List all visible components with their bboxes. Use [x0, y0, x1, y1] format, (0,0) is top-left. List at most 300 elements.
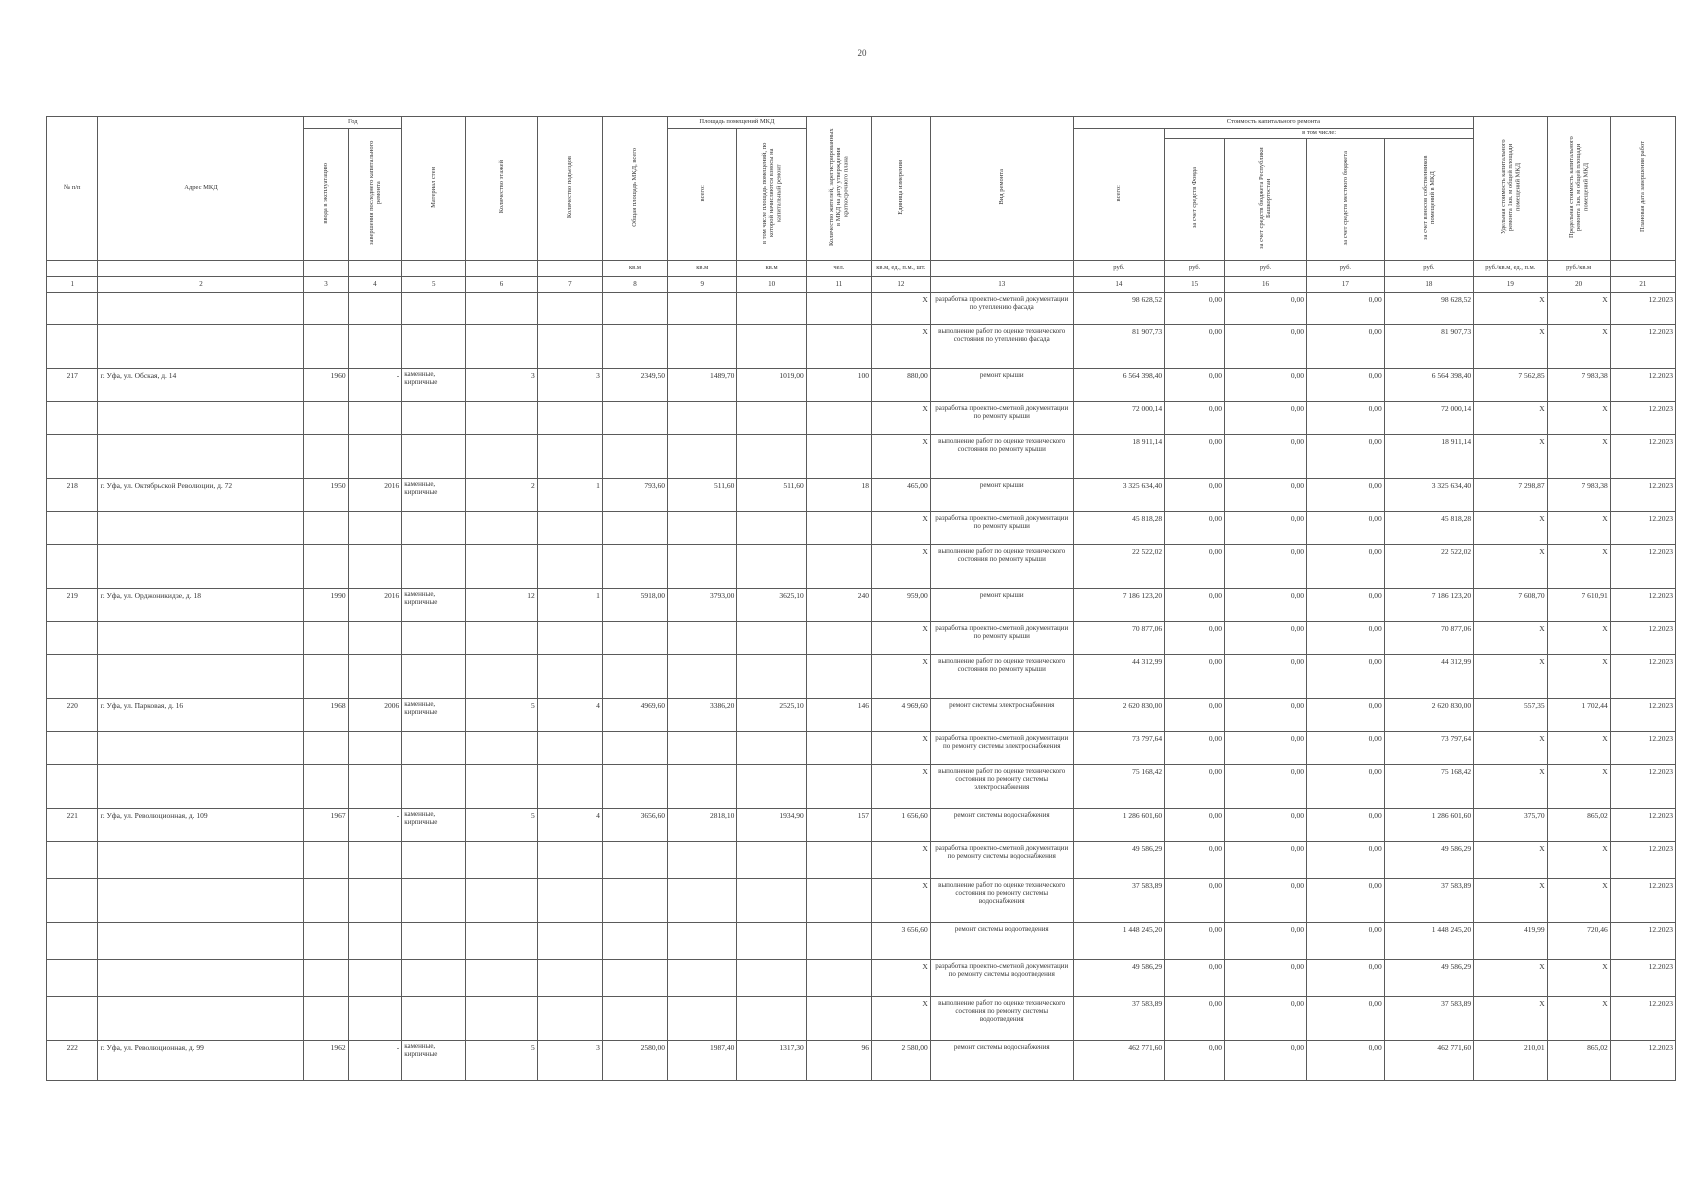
address-cell: [98, 324, 304, 368]
plan-date-cell: 12.2023: [1610, 764, 1675, 808]
unit-label: руб./кв.м, ед., п.м.: [1474, 260, 1548, 276]
work-type-cell: ремонт крыши: [930, 478, 1073, 511]
unit-cost-cell: X: [1474, 511, 1548, 544]
cost-total-cell: 37 583,89: [1073, 996, 1164, 1040]
unit-cell: X: [871, 959, 930, 996]
unit-label: кв.м, ед., п.м., шт.: [871, 260, 930, 276]
cost-fund-cell: 0,00: [1165, 698, 1225, 731]
cost-total-cell: 6 564 398,40: [1073, 368, 1164, 401]
premises-total-cell: 3793,00: [668, 588, 737, 621]
row-number: 221: [47, 808, 98, 841]
cost-owners-cell: 3 325 634,40: [1384, 478, 1473, 511]
work-type-cell: разработка проектно-сметной документации по ремонту крыши: [930, 401, 1073, 434]
premises-total-cell: [668, 731, 737, 764]
year-repair-cell: -: [348, 808, 402, 841]
header-unit-cost: Удельная стоимость капитального ремонта 1кв. м общей площади помещений МКД: [1474, 117, 1548, 261]
limit-cost-cell: X: [1547, 434, 1610, 478]
year-repair-cell: [348, 292, 402, 324]
row-number: [47, 434, 98, 478]
cost-local-cell: 0,00: [1306, 1040, 1384, 1080]
residents-cell: 18: [806, 478, 871, 511]
residents-cell: 240: [806, 588, 871, 621]
limit-cost-cell: 1 702,44: [1547, 698, 1610, 731]
plan-date-cell: 12.2023: [1610, 544, 1675, 588]
cost-budget-rb-cell: 0,00: [1225, 841, 1307, 878]
total-area-cell: [602, 324, 667, 368]
premises-paid-cell: [737, 434, 806, 478]
cost-total-cell: 72 000,14: [1073, 401, 1164, 434]
unit-label: руб.: [1384, 260, 1473, 276]
work-type-cell: ремонт крыши: [930, 368, 1073, 401]
unit-cell: 959,00: [871, 588, 930, 621]
cost-budget-rb-cell: 0,00: [1225, 588, 1307, 621]
cost-budget-rb-cell: 0,00: [1225, 878, 1307, 922]
row-number: [47, 996, 98, 1040]
premises-total-cell: [668, 621, 737, 654]
cost-fund-cell: 0,00: [1165, 996, 1225, 1040]
cost-local-cell: 0,00: [1306, 478, 1384, 511]
cost-budget-rb-cell: 0,00: [1225, 511, 1307, 544]
year-repair-cell: [348, 959, 402, 996]
header-cost-total: всего:: [1073, 129, 1164, 261]
limit-cost-cell: 7 983,38: [1547, 478, 1610, 511]
table-row: [47, 996, 1676, 1040]
total-area-cell: [602, 878, 667, 922]
cost-total-cell: 18 911,14: [1073, 434, 1164, 478]
work-type-cell: ремонт системы водоотведения: [930, 922, 1073, 959]
total-area-cell: [602, 654, 667, 698]
address-cell: [98, 731, 304, 764]
cost-owners-cell: 22 522,02: [1384, 544, 1473, 588]
walls-material-cell: [402, 401, 466, 434]
unit-cost-cell: X: [1474, 996, 1548, 1040]
year-commission-cell: [304, 996, 348, 1040]
unit-cost-cell: X: [1474, 401, 1548, 434]
entrances-cell: [537, 621, 602, 654]
unit-cell: X: [871, 731, 930, 764]
cost-owners-cell: 1 286 601,60: [1384, 808, 1473, 841]
floors-cell: [466, 292, 537, 324]
work-type-cell: разработка проектно-сметной документации по утеплению фасада: [930, 292, 1073, 324]
unit-cost-cell: 375,70: [1474, 808, 1548, 841]
cost-budget-rb-cell: 0,00: [1225, 544, 1307, 588]
premises-paid-cell: [737, 731, 806, 764]
cost-budget-rb-cell: 0,00: [1225, 808, 1307, 841]
total-area-cell: 793,60: [602, 478, 667, 511]
year-repair-cell: [348, 654, 402, 698]
row-number: [47, 511, 98, 544]
walls-material-cell: [402, 621, 466, 654]
premises-paid-cell: [737, 764, 806, 808]
column-number: 4: [348, 276, 402, 292]
row-number: [47, 731, 98, 764]
limit-cost-cell: X: [1547, 764, 1610, 808]
floors-cell: 5: [466, 1040, 537, 1080]
plan-date-cell: 12.2023: [1610, 922, 1675, 959]
cost-total-cell: 2 620 830,00: [1073, 698, 1164, 731]
row-number: 222: [47, 1040, 98, 1080]
cost-owners-cell: 72 000,14: [1384, 401, 1473, 434]
unit-cost-cell: X: [1474, 731, 1548, 764]
year-repair-cell: [348, 621, 402, 654]
column-number: 16: [1225, 276, 1307, 292]
residents-cell: [806, 324, 871, 368]
unit-label: руб.: [1073, 260, 1164, 276]
table-row: [47, 544, 1676, 588]
year-repair-cell: [348, 324, 402, 368]
row-number: [47, 544, 98, 588]
cost-budget-rb-cell: 0,00: [1225, 478, 1307, 511]
year-repair-cell: [348, 511, 402, 544]
address-cell: г. Уфа, ул. Парковая, д. 16: [98, 698, 304, 731]
plan-date-cell: 12.2023: [1610, 959, 1675, 996]
work-type-cell: выполнение работ по оценке технического состояния по ремонту крыши: [930, 434, 1073, 478]
table-row: [47, 511, 1676, 544]
column-number: 14: [1073, 276, 1164, 292]
premises-paid-cell: [737, 878, 806, 922]
year-repair-cell: [348, 434, 402, 478]
cost-owners-cell: 18 911,14: [1384, 434, 1473, 478]
cost-owners-cell: 6 564 398,40: [1384, 368, 1473, 401]
cost-local-cell: 0,00: [1306, 544, 1384, 588]
cost-budget-rb-cell: 0,00: [1225, 654, 1307, 698]
work-type-cell: ремонт крыши: [930, 588, 1073, 621]
walls-material-cell: [402, 654, 466, 698]
entrances-cell: 1: [537, 588, 602, 621]
residents-cell: [806, 292, 871, 324]
entrances-cell: 1: [537, 478, 602, 511]
table-row: [47, 698, 1676, 731]
residents-cell: [806, 731, 871, 764]
total-area-cell: [602, 434, 667, 478]
header-plan-date: Плановая дата завершения работ: [1610, 117, 1675, 261]
unit-cost-cell: X: [1474, 654, 1548, 698]
residents-cell: [806, 511, 871, 544]
walls-material-cell: каменные, кирпичные: [402, 808, 466, 841]
cost-total-cell: 45 818,28: [1073, 511, 1164, 544]
total-area-cell: [602, 841, 667, 878]
column-number: 7: [537, 276, 602, 292]
limit-cost-cell: X: [1547, 731, 1610, 764]
address-cell: [98, 292, 304, 324]
premises-total-cell: [668, 434, 737, 478]
residents-cell: 157: [806, 808, 871, 841]
address-cell: [98, 544, 304, 588]
column-number: 21: [1610, 276, 1675, 292]
unit-cell: 1 656,60: [871, 808, 930, 841]
cost-fund-cell: 0,00: [1165, 841, 1225, 878]
cost-total-cell: 73 797,64: [1073, 731, 1164, 764]
premises-total-cell: [668, 292, 737, 324]
cost-total-cell: 75 168,42: [1073, 764, 1164, 808]
unit-cost-cell: X: [1474, 621, 1548, 654]
limit-cost-cell: X: [1547, 996, 1610, 1040]
floors-cell: 12: [466, 588, 537, 621]
cost-owners-cell: 73 797,64: [1384, 731, 1473, 764]
cost-owners-cell: 70 877,06: [1384, 621, 1473, 654]
walls-material-cell: [402, 996, 466, 1040]
work-type-cell: выполнение работ по оценке технического состояния по ремонту системы водоотведения: [930, 996, 1073, 1040]
cost-local-cell: 0,00: [1306, 368, 1384, 401]
unit-cell: X: [871, 292, 930, 324]
year-commission-cell: [304, 434, 348, 478]
walls-material-cell: [402, 324, 466, 368]
unit-cost-cell: 7 298,87: [1474, 478, 1548, 511]
premises-total-cell: [668, 841, 737, 878]
unit-cell: 4 969,60: [871, 698, 930, 731]
premises-paid-cell: [737, 959, 806, 996]
walls-material-cell: каменные, кирпичные: [402, 588, 466, 621]
entrances-cell: [537, 544, 602, 588]
walls-material-cell: каменные, кирпичные: [402, 478, 466, 511]
floors-cell: [466, 878, 537, 922]
cost-local-cell: 0,00: [1306, 654, 1384, 698]
row-number: [47, 841, 98, 878]
address-cell: г. Уфа, ул. Революционная, д. 99: [98, 1040, 304, 1080]
year-commission-cell: [304, 731, 348, 764]
unit-cell: 465,00: [871, 478, 930, 511]
unit-cost-cell: X: [1474, 841, 1548, 878]
address-cell: [98, 654, 304, 698]
walls-material-cell: каменные, кирпичные: [402, 368, 466, 401]
limit-cost-cell: X: [1547, 544, 1610, 588]
walls-material-cell: [402, 922, 466, 959]
total-area-cell: [602, 731, 667, 764]
year-commission-cell: 1968: [304, 698, 348, 731]
walls-material-cell: [402, 544, 466, 588]
header-year-last-repair: завершения последнего капитального ремонта: [348, 129, 402, 261]
cost-local-cell: 0,00: [1306, 808, 1384, 841]
unit-cell: X: [871, 878, 930, 922]
floors-cell: [466, 401, 537, 434]
floors-cell: [466, 922, 537, 959]
address-cell: г. Уфа, ул. Орджоникидзе, д. 18: [98, 588, 304, 621]
entrances-cell: [537, 996, 602, 1040]
residents-cell: [806, 996, 871, 1040]
cost-fund-cell: 0,00: [1165, 478, 1225, 511]
cost-owners-cell: 98 628,52: [1384, 292, 1473, 324]
table-row: [47, 731, 1676, 764]
cost-local-cell: 0,00: [1306, 922, 1384, 959]
cost-total-cell: 49 586,29: [1073, 959, 1164, 996]
unit-cell: X: [871, 544, 930, 588]
year-repair-cell: [348, 764, 402, 808]
unit-label: кв.м: [602, 260, 667, 276]
header-premises-total: всего:: [668, 129, 737, 261]
year-commission-cell: [304, 401, 348, 434]
address-cell: [98, 878, 304, 922]
premises-total-cell: [668, 511, 737, 544]
unit-label: чел.: [806, 260, 871, 276]
unit-cell: 3 656,60: [871, 922, 930, 959]
cost-fund-cell: 0,00: [1165, 368, 1225, 401]
cost-total-cell: 462 771,60: [1073, 1040, 1164, 1080]
total-area-cell: [602, 996, 667, 1040]
work-type-cell: ремонт системы электроснабжения: [930, 698, 1073, 731]
cost-fund-cell: 0,00: [1165, 434, 1225, 478]
cost-budget-rb-cell: 0,00: [1225, 401, 1307, 434]
cost-owners-cell: 49 586,29: [1384, 959, 1473, 996]
address-cell: [98, 959, 304, 996]
limit-cost-cell: 7 610,91: [1547, 588, 1610, 621]
year-commission-cell: [304, 922, 348, 959]
premises-total-cell: [668, 764, 737, 808]
row-number: [47, 959, 98, 996]
year-commission-cell: [304, 654, 348, 698]
cost-total-cell: 49 586,29: [1073, 841, 1164, 878]
work-type-cell: разработка проектно-сметной документации по ремонту системы электроснабжения: [930, 731, 1073, 764]
floors-cell: [466, 996, 537, 1040]
row-number: 219: [47, 588, 98, 621]
entrances-cell: [537, 324, 602, 368]
column-number: 20: [1547, 276, 1610, 292]
column-number: 8: [602, 276, 667, 292]
cost-budget-rb-cell: 0,00: [1225, 731, 1307, 764]
total-area-cell: [602, 959, 667, 996]
plan-date-cell: 12.2023: [1610, 698, 1675, 731]
cost-total-cell: 98 628,52: [1073, 292, 1164, 324]
row-number: [47, 324, 98, 368]
work-type-cell: разработка проектно-сметной документации по ремонту крыши: [930, 621, 1073, 654]
column-number: 2: [98, 276, 304, 292]
row-number: [47, 401, 98, 434]
cost-local-cell: 0,00: [1306, 878, 1384, 922]
work-type-cell: выполнение работ по оценке технического состояния по ремонту крыши: [930, 544, 1073, 588]
entrances-cell: [537, 878, 602, 922]
year-repair-cell: [348, 731, 402, 764]
entrances-cell: [537, 434, 602, 478]
unit-cost-cell: X: [1474, 544, 1548, 588]
work-type-cell: ремонт системы водоснабжения: [930, 808, 1073, 841]
plan-date-cell: 12.2023: [1610, 878, 1675, 922]
walls-material-cell: [402, 511, 466, 544]
walls-material-cell: [402, 878, 466, 922]
cost-fund-cell: 0,00: [1165, 654, 1225, 698]
entrances-cell: [537, 731, 602, 764]
cost-fund-cell: 0,00: [1165, 292, 1225, 324]
walls-material-cell: каменные, кирпичные: [402, 1040, 466, 1080]
plan-date-cell: 12.2023: [1610, 368, 1675, 401]
work-type-cell: разработка проектно-сметной документации по ремонту крыши: [930, 511, 1073, 544]
row-number: [47, 764, 98, 808]
year-repair-cell: [348, 996, 402, 1040]
column-number: 5: [402, 276, 466, 292]
residents-cell: [806, 841, 871, 878]
row-number: 217: [47, 368, 98, 401]
cost-budget-rb-cell: 0,00: [1225, 764, 1307, 808]
floors-cell: [466, 621, 537, 654]
walls-material-cell: [402, 731, 466, 764]
floors-cell: 2: [466, 478, 537, 511]
cost-total-cell: 37 583,89: [1073, 878, 1164, 922]
unit-cost-cell: 7 608,70: [1474, 588, 1548, 621]
cost-fund-cell: 0,00: [1165, 808, 1225, 841]
residents-cell: 96: [806, 1040, 871, 1080]
table-row: [47, 764, 1676, 808]
table-row: [47, 878, 1676, 922]
year-commission-cell: 1990: [304, 588, 348, 621]
unit-cell: 880,00: [871, 368, 930, 401]
column-number: 15: [1165, 276, 1225, 292]
floors-cell: [466, 511, 537, 544]
address-cell: [98, 764, 304, 808]
unit-label: руб./кв.м: [1547, 260, 1610, 276]
total-area-cell: [602, 511, 667, 544]
cost-total-cell: 3 325 634,40: [1073, 478, 1164, 511]
row-number: [47, 922, 98, 959]
header-limit-cost: Предельная стоимость капитального ремонта 1кв. м общей площади помещений МКД: [1547, 117, 1610, 261]
header-cost-group: Стоимость капитального ремонта: [1073, 117, 1473, 129]
table-row: [47, 401, 1676, 434]
limit-cost-cell: 720,46: [1547, 922, 1610, 959]
table-row: [47, 621, 1676, 654]
year-repair-cell: [348, 878, 402, 922]
premises-total-cell: [668, 922, 737, 959]
premises-paid-cell: 2525,10: [737, 698, 806, 731]
residents-cell: [806, 959, 871, 996]
premises-total-cell: [668, 878, 737, 922]
header-premises-group: Площадь помещений МКД: [668, 117, 807, 129]
cost-total-cell: 1 448 245,20: [1073, 922, 1164, 959]
cost-budget-rb-cell: 0,00: [1225, 324, 1307, 368]
premises-paid-cell: 1019,00: [737, 368, 806, 401]
year-repair-cell: [348, 841, 402, 878]
plan-date-cell: 12.2023: [1610, 731, 1675, 764]
cost-local-cell: 0,00: [1306, 511, 1384, 544]
year-commission-cell: [304, 959, 348, 996]
cost-fund-cell: 0,00: [1165, 588, 1225, 621]
premises-paid-cell: [737, 654, 806, 698]
limit-cost-cell: X: [1547, 621, 1610, 654]
row-number: 218: [47, 478, 98, 511]
cost-budget-rb-cell: 0,00: [1225, 368, 1307, 401]
cost-budget-rb-cell: 0,00: [1225, 959, 1307, 996]
unit-label: руб.: [1306, 260, 1384, 276]
floors-cell: [466, 959, 537, 996]
cost-fund-cell: 0,00: [1165, 764, 1225, 808]
cost-owners-cell: 462 771,60: [1384, 1040, 1473, 1080]
year-commission-cell: [304, 621, 348, 654]
header-cost-fund: за счет средств Фонда: [1165, 139, 1225, 261]
unit-cost-cell: X: [1474, 324, 1548, 368]
unit-cost-cell: X: [1474, 434, 1548, 478]
header-cost-local: за счет средств местного бюджета: [1306, 139, 1384, 261]
work-type-cell: разработка проектно-сметной документации по ремонту системы водоснабжения: [930, 841, 1073, 878]
year-commission-cell: [304, 544, 348, 588]
premises-paid-cell: 3625,10: [737, 588, 806, 621]
residents-cell: [806, 544, 871, 588]
header-walls: Материал стен: [402, 117, 466, 261]
plan-date-cell: 12.2023: [1610, 1040, 1675, 1080]
entrances-cell: 3: [537, 368, 602, 401]
address-cell: [98, 434, 304, 478]
unit-cell: X: [871, 401, 930, 434]
unit-cell: X: [871, 324, 930, 368]
residents-cell: 146: [806, 698, 871, 731]
premises-total-cell: [668, 959, 737, 996]
unit-cell: X: [871, 996, 930, 1040]
row-number: [47, 292, 98, 324]
residents-cell: [806, 401, 871, 434]
table-header: [47, 117, 1676, 293]
work-type-cell: разработка проектно-сметной документации по ремонту системы водоотведения: [930, 959, 1073, 996]
page-number: 20: [857, 48, 867, 58]
cost-total-cell: 44 312,99: [1073, 654, 1164, 698]
year-repair-cell: -: [348, 368, 402, 401]
year-repair-cell: 2006: [348, 698, 402, 731]
work-type-cell: выполнение работ по оценке технического состояния по ремонту крыши: [930, 654, 1073, 698]
premises-total-cell: [668, 401, 737, 434]
